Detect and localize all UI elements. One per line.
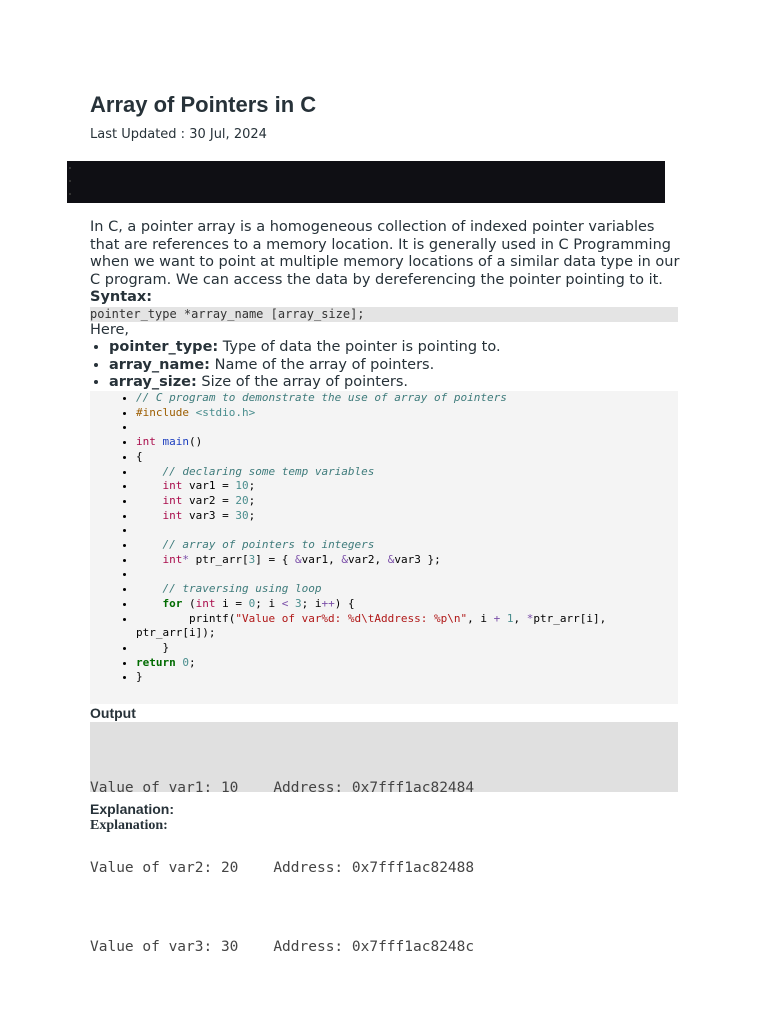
code-line: • } <box>136 641 678 656</box>
output-line: Value of var1: 10 Address: 0x7fff1ac82484 <box>90 780 475 796</box>
code-line: • return 0; <box>136 656 678 671</box>
intro-paragraph: In C, a pointer array is a homogeneous collection of indexed pointer variables that are references to a memory location. It is generally used in C Programming when we want to point at multiple memory locations of a similar data type in our C program. We can access the data by dereferencing the pointer pointing to it. <box>90 219 680 288</box>
code-line: • int main() <box>136 435 678 450</box>
code-line: • #include <stdio.h> <box>136 406 678 421</box>
output-line: Value of var3: 30 Address: 0x7fff1ac8248c <box>90 939 475 955</box>
code-block <box>90 391 678 704</box>
code-line: • int var3 = 30; <box>136 509 678 524</box>
explanation-heading: Explanation: <box>90 801 175 817</box>
code-lines <box>90 391 678 685</box>
dark-banner <box>67 161 665 203</box>
banner-dot <box>69 180 71 182</box>
definition-term: array_name: <box>109 356 210 373</box>
syntax-label: Syntax: <box>90 289 153 305</box>
list-item <box>109 357 501 375</box>
code-line <box>136 420 678 435</box>
banner-dot <box>69 193 71 195</box>
code-line: • printf("Value of var%d: %d\tAddress: %p\n", i + 1, *ptr_arr[i], ptr_arr[i]); <box>136 612 656 641</box>
here-label: Here, <box>90 322 129 338</box>
definition-desc: Name of the array of pointers. <box>209 356 435 373</box>
explanation-heading-serif: Explanation: <box>90 818 168 833</box>
output-line: Value of var2: 20 Address: 0x7fff1ac82488 <box>90 859 475 876</box>
code-line: • for (int i = 0; i < 3; i++) { <box>136 597 678 612</box>
code-line: • // declaring some temp variables <box>136 465 678 480</box>
list-item <box>109 339 501 357</box>
code-line: • int var2 = 20; <box>136 494 678 509</box>
code-line <box>136 567 678 582</box>
code-line: • { <box>136 450 678 465</box>
code-line: • int* ptr_arr[3] = { &var1, &var2, &var3 }; <box>136 553 678 568</box>
definition-list <box>90 339 501 392</box>
output-label: Output <box>90 705 136 721</box>
code-line: • // traversing using loop <box>136 582 678 597</box>
code-line: • // C program to demonstrate the use of array of pointers <box>136 391 678 406</box>
definition-term: array_size: <box>109 374 197 391</box>
code-line <box>136 523 678 538</box>
last-updated: Last Updated : 30 Jul, 2024 <box>90 127 267 142</box>
code-line: • // array of pointers to integers <box>136 538 678 553</box>
list-item <box>109 374 501 392</box>
page-title: Array of Pointers in C <box>90 92 317 117</box>
syntax-code: pointer_type *array_name [array_size]; <box>90 307 678 322</box>
definition-desc: Type of data the pointer is pointing to. <box>218 339 501 355</box>
code-line: • int var1 = 10; <box>136 479 678 494</box>
definition-desc: Size of the array of pointers. <box>196 374 409 391</box>
code-line: • } <box>136 670 678 685</box>
banner-dot <box>69 167 71 169</box>
definition-term: pointer_type: <box>109 339 219 355</box>
